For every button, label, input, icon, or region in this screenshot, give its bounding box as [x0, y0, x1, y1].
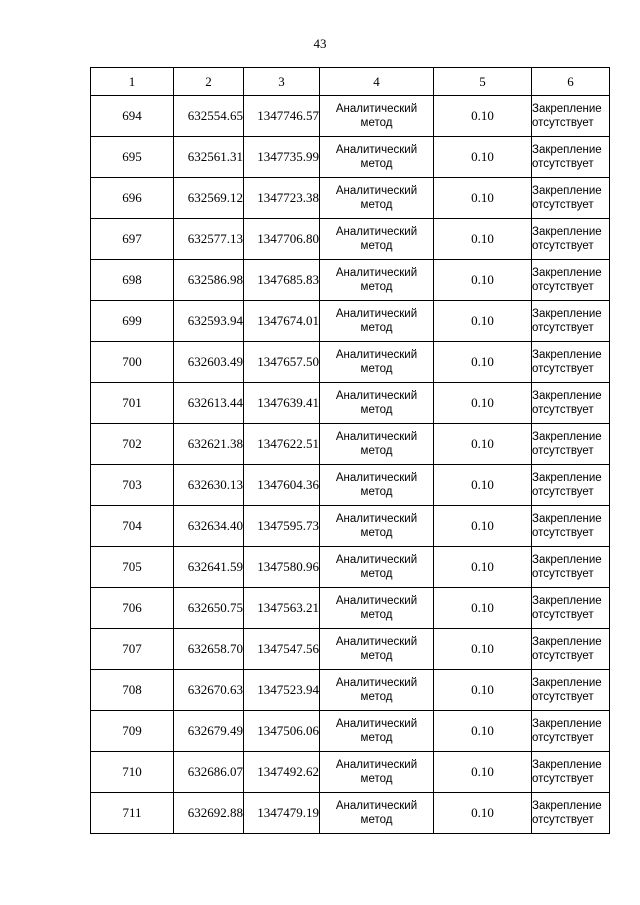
point-number-cell: 697	[91, 219, 174, 260]
method-line: метод	[360, 363, 393, 375]
fixation-line: отсутствует	[532, 527, 594, 539]
method-cell	[320, 670, 434, 711]
fixation-cell	[532, 301, 610, 342]
y-coordinate-cell: 1347506.06	[244, 711, 320, 752]
method-line: Аналитический	[335, 472, 418, 484]
accuracy-cell: 0.10	[434, 547, 532, 588]
column-header: 2	[174, 68, 244, 96]
point-number-cell: 694	[91, 96, 174, 137]
fixation-line: отсутствует	[532, 650, 594, 662]
table-header-row	[91, 68, 610, 96]
method-line: Аналитический	[335, 554, 418, 566]
method-line: метод	[360, 445, 393, 457]
method-cell	[320, 96, 434, 137]
accuracy-cell: 0.10	[434, 465, 532, 506]
method-cell	[320, 629, 434, 670]
method-line: метод	[360, 199, 393, 211]
accuracy-cell: 0.10	[434, 260, 532, 301]
point-number-cell: 711	[91, 793, 174, 834]
fixation-line: Закрепление	[532, 308, 602, 320]
x-coordinate-cell: 632658.70	[174, 629, 244, 670]
fixation-cell	[532, 547, 610, 588]
method-line: Аналитический	[335, 144, 418, 156]
y-coordinate-cell: 1347735.99	[244, 137, 320, 178]
accuracy-cell: 0.10	[434, 301, 532, 342]
method-line: Аналитический	[335, 800, 418, 812]
method-line: метод	[360, 486, 393, 498]
accuracy-cell: 0.10	[434, 178, 532, 219]
accuracy-cell: 0.10	[434, 383, 532, 424]
point-number-cell: 705	[91, 547, 174, 588]
accuracy-cell: 0.10	[434, 588, 532, 629]
fixation-line: Закрепление	[532, 431, 602, 443]
method-cell	[320, 506, 434, 547]
fixation-line: Закрепление	[532, 185, 602, 197]
table-body	[91, 96, 610, 834]
point-number-cell: 700	[91, 342, 174, 383]
y-coordinate-cell: 1347706.80	[244, 219, 320, 260]
method-cell	[320, 383, 434, 424]
point-number-cell: 699	[91, 301, 174, 342]
accuracy-cell: 0.10	[434, 96, 532, 137]
accuracy-cell: 0.10	[434, 137, 532, 178]
fixation-cell	[532, 793, 610, 834]
x-coordinate-cell: 632577.13	[174, 219, 244, 260]
method-cell	[320, 547, 434, 588]
method-line: метод	[360, 404, 393, 416]
fixation-line: отсутствует	[532, 158, 594, 170]
fixation-line: Закрепление	[532, 103, 602, 115]
fixation-line: Закрепление	[532, 513, 602, 525]
fixation-line: отсутствует	[532, 363, 594, 375]
method-cell	[320, 219, 434, 260]
column-header: 1	[91, 68, 174, 96]
x-coordinate-cell: 632679.49	[174, 711, 244, 752]
method-line: метод	[360, 117, 393, 129]
table-row	[91, 383, 610, 424]
table-row	[91, 178, 610, 219]
fixation-cell	[532, 752, 610, 793]
method-line: метод	[360, 732, 393, 744]
accuracy-cell: 0.10	[434, 793, 532, 834]
fixation-line: Закрепление	[532, 554, 602, 566]
method-line: Аналитический	[335, 595, 418, 607]
fixation-line: Закрепление	[532, 595, 602, 607]
method-cell	[320, 711, 434, 752]
point-number-cell: 696	[91, 178, 174, 219]
fixation-line: отсутствует	[532, 117, 594, 129]
method-line: Аналитический	[335, 431, 418, 443]
y-coordinate-cell: 1347622.51	[244, 424, 320, 465]
table-row	[91, 670, 610, 711]
method-cell	[320, 137, 434, 178]
table-row	[91, 793, 610, 834]
method-line: метод	[360, 158, 393, 170]
fixation-line: отсутствует	[532, 609, 594, 621]
x-coordinate-cell: 632569.12	[174, 178, 244, 219]
point-number-cell: 695	[91, 137, 174, 178]
method-line: Аналитический	[335, 226, 418, 238]
fixation-line: отсутствует	[532, 281, 594, 293]
method-line: Аналитический	[335, 677, 418, 689]
fixation-line: Закрепление	[532, 800, 602, 812]
method-line: Аналитический	[335, 636, 418, 648]
method-line: метод	[360, 240, 393, 252]
fixation-line: отсутствует	[532, 322, 594, 334]
fixation-cell	[532, 711, 610, 752]
coordinates-table	[90, 67, 610, 834]
table-row	[91, 588, 610, 629]
accuracy-cell: 0.10	[434, 711, 532, 752]
y-coordinate-cell: 1347657.50	[244, 342, 320, 383]
x-coordinate-cell: 632634.40	[174, 506, 244, 547]
point-number-cell: 698	[91, 260, 174, 301]
table-row	[91, 547, 610, 588]
table-row	[91, 424, 610, 465]
method-cell	[320, 588, 434, 629]
page-number: 43	[313, 36, 327, 51]
method-line: метод	[360, 322, 393, 334]
fixation-cell	[532, 178, 610, 219]
method-line: Аналитический	[335, 267, 418, 279]
point-number-cell: 707	[91, 629, 174, 670]
method-line: Аналитический	[335, 185, 418, 197]
column-header: 6	[532, 68, 610, 96]
table-row	[91, 465, 610, 506]
column-header: 3	[244, 68, 320, 96]
x-coordinate-cell: 632641.59	[174, 547, 244, 588]
y-coordinate-cell: 1347563.21	[244, 588, 320, 629]
method-line: метод	[360, 691, 393, 703]
y-coordinate-cell: 1347492.62	[244, 752, 320, 793]
point-number-cell: 710	[91, 752, 174, 793]
accuracy-cell: 0.10	[434, 424, 532, 465]
y-coordinate-cell: 1347595.73	[244, 506, 320, 547]
table-row	[91, 301, 610, 342]
fixation-line: Закрепление	[532, 718, 602, 730]
fixation-line: Закрепление	[532, 472, 602, 484]
accuracy-cell: 0.10	[434, 752, 532, 793]
fixation-line: Закрепление	[532, 144, 602, 156]
fixation-line: отсутствует	[532, 814, 594, 826]
y-coordinate-cell: 1347580.96	[244, 547, 320, 588]
method-line: метод	[360, 814, 393, 826]
x-coordinate-cell: 632603.49	[174, 342, 244, 383]
y-coordinate-cell: 1347674.01	[244, 301, 320, 342]
fixation-line: отсутствует	[532, 568, 594, 580]
fixation-cell	[532, 588, 610, 629]
x-coordinate-cell: 632613.44	[174, 383, 244, 424]
fixation-line: отсутствует	[532, 240, 594, 252]
table-row	[91, 260, 610, 301]
fixation-line: Закрепление	[532, 390, 602, 402]
y-coordinate-cell: 1347604.36	[244, 465, 320, 506]
y-coordinate-cell: 1347547.56	[244, 629, 320, 670]
fixation-line: Закрепление	[532, 226, 602, 238]
method-line: метод	[360, 568, 393, 580]
y-coordinate-cell: 1347639.41	[244, 383, 320, 424]
fixation-cell	[532, 219, 610, 260]
method-cell	[320, 465, 434, 506]
table-row	[91, 506, 610, 547]
fixation-cell	[532, 506, 610, 547]
fixation-cell	[532, 670, 610, 711]
fixation-cell	[532, 629, 610, 670]
fixation-line: отсутствует	[532, 732, 594, 744]
point-number-cell: 704	[91, 506, 174, 547]
table-row	[91, 711, 610, 752]
method-line: метод	[360, 609, 393, 621]
fixation-line: отсутствует	[532, 199, 594, 211]
fixation-cell	[532, 137, 610, 178]
fixation-line: Закрепление	[532, 267, 602, 279]
method-cell	[320, 342, 434, 383]
method-line: метод	[360, 650, 393, 662]
column-header: 4	[320, 68, 434, 96]
fixation-cell	[532, 465, 610, 506]
method-line: Аналитический	[335, 718, 418, 730]
method-line: метод	[360, 773, 393, 785]
method-line: Аналитический	[335, 513, 418, 525]
table-row	[91, 96, 610, 137]
method-cell	[320, 301, 434, 342]
point-number-cell: 701	[91, 383, 174, 424]
fixation-cell	[532, 383, 610, 424]
accuracy-cell: 0.10	[434, 506, 532, 547]
method-line: Аналитический	[335, 390, 418, 402]
x-coordinate-cell: 632586.98	[174, 260, 244, 301]
x-coordinate-cell: 632630.13	[174, 465, 244, 506]
fixation-line: Закрепление	[532, 677, 602, 689]
method-line: Аналитический	[335, 308, 418, 320]
fixation-line: Закрепление	[532, 759, 602, 771]
fixation-line: отсутствует	[532, 773, 594, 785]
x-coordinate-cell: 632650.75	[174, 588, 244, 629]
fixation-line: отсутствует	[532, 691, 594, 703]
fixation-cell	[532, 96, 610, 137]
method-line: Аналитический	[335, 103, 418, 115]
accuracy-cell: 0.10	[434, 629, 532, 670]
x-coordinate-cell: 632692.88	[174, 793, 244, 834]
y-coordinate-cell: 1347723.38	[244, 178, 320, 219]
x-coordinate-cell: 632554.65	[174, 96, 244, 137]
method-line: метод	[360, 281, 393, 293]
accuracy-cell: 0.10	[434, 670, 532, 711]
method-cell	[320, 260, 434, 301]
method-line: Аналитический	[335, 349, 418, 361]
method-cell	[320, 178, 434, 219]
method-cell	[320, 752, 434, 793]
table-row	[91, 629, 610, 670]
method-line: Аналитический	[335, 759, 418, 771]
method-cell	[320, 793, 434, 834]
x-coordinate-cell: 632621.38	[174, 424, 244, 465]
point-number-cell: 708	[91, 670, 174, 711]
x-coordinate-cell: 632686.07	[174, 752, 244, 793]
accuracy-cell: 0.10	[434, 342, 532, 383]
accuracy-cell: 0.10	[434, 219, 532, 260]
x-coordinate-cell: 632670.63	[174, 670, 244, 711]
y-coordinate-cell: 1347523.94	[244, 670, 320, 711]
point-number-cell: 703	[91, 465, 174, 506]
fixation-line: отсутствует	[532, 486, 594, 498]
y-coordinate-cell: 1347479.19	[244, 793, 320, 834]
fixation-line: отсутствует	[532, 404, 594, 416]
fixation-cell	[532, 424, 610, 465]
method-line: метод	[360, 527, 393, 539]
table-row	[91, 752, 610, 793]
point-number-cell: 709	[91, 711, 174, 752]
fixation-cell	[532, 342, 610, 383]
y-coordinate-cell: 1347746.57	[244, 96, 320, 137]
table-row	[91, 137, 610, 178]
table-row	[91, 342, 610, 383]
point-number-cell: 702	[91, 424, 174, 465]
fixation-line: Закрепление	[532, 636, 602, 648]
fixation-line: отсутствует	[532, 445, 594, 457]
fixation-line: Закрепление	[532, 349, 602, 361]
table-row	[91, 219, 610, 260]
x-coordinate-cell: 632593.94	[174, 301, 244, 342]
method-cell	[320, 424, 434, 465]
column-header: 5	[434, 68, 532, 96]
x-coordinate-cell: 632561.31	[174, 137, 244, 178]
y-coordinate-cell: 1347685.83	[244, 260, 320, 301]
point-number-cell: 706	[91, 588, 174, 629]
fixation-cell	[532, 260, 610, 301]
